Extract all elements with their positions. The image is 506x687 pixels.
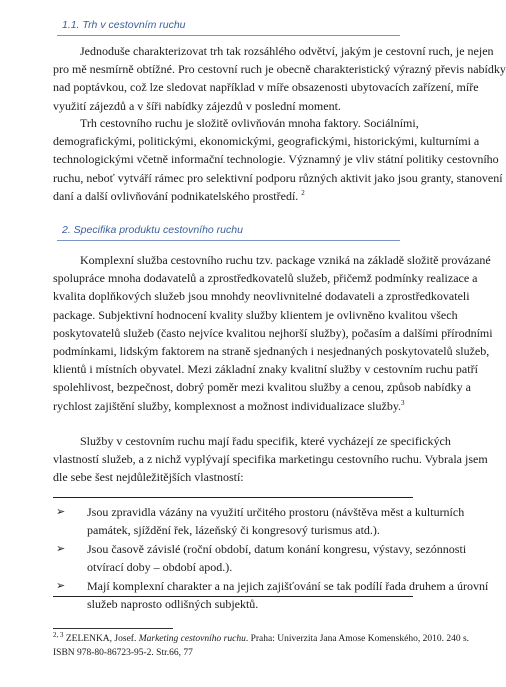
text-line: demografickými, politickými, ekonomickými, geografickými, historickými, kulturními a	[53, 134, 480, 149]
footnote-publisher: . Praha: Univerzita Jana Amose Komenského, 2010. 240 s.	[245, 634, 470, 644]
text-line: nad poptávkou, což lze sledovat například v míře obsazenosti ubytovacích zařízení, míře	[53, 80, 479, 95]
text-line: vlastností služeb, a z nichž vyplývají specifika marketingu cestovního ruchu. Vybrala jsem	[53, 452, 488, 467]
text-line: klientů i místních obyvatel. Mezi základní znaky kvalitní služby v cestovním ruchu patří	[53, 362, 478, 377]
text-line: poskytovatelů služeb (často nejvíce kvalitou nejhorší služby), počasím a dalšími přírodními	[53, 325, 493, 340]
footnote-title: Marketing cestovního ruchu	[138, 634, 246, 644]
arrow-bullet-icon: ➢	[56, 542, 66, 555]
text-line: spolupráce mnoha dodavatelů a zprostředkovatelů služeb, přičemž podmínky realizace a	[53, 271, 478, 286]
text-line: ruchu, neboť vytváří rámec pro selektivní podporu různých aktivit jako jsou granty, stanovení	[53, 170, 503, 185]
text-line: otvírací doby – období apod.).	[87, 560, 233, 575]
heading-underline	[57, 35, 400, 36]
paragraph-specifika-package	[53, 251, 493, 415]
arrow-bullet-icon: ➢	[56, 505, 66, 518]
footnote	[53, 630, 470, 660]
section-heading-trh: 1.1. Trh v cestovním ruchu	[62, 19, 186, 31]
text-line: kvalita doplňkových služeb jsou mnohdy neovlivnitelné dodavateli a zprostředkovateli	[53, 289, 470, 304]
bullet-list	[53, 497, 489, 612]
heading-underline	[57, 240, 400, 241]
text-line	[53, 397, 416, 415]
footnote-ref: 2	[301, 188, 305, 197]
footnote-ref: 3	[401, 398, 405, 407]
text-line: Služby v cestovním ruchu mají řadu specifik, které vycházejí ze specifických	[80, 434, 451, 448]
footnote-author: ZELENKA, Josef.	[63, 634, 139, 644]
text-line	[53, 187, 416, 205]
text-line: spolehlivost, bezpečnost, dobrý poměr mezi kvalitou služby a cenou, způsob nabídky a	[53, 380, 471, 395]
text-line: podmínkami, lidským faktorem na straně sjednaných i nesjednaných poskytovatelů služeb,	[53, 344, 490, 359]
text-line: Jednoduše charakterizovat trh tak rozsáhlého odvětví, jakým je cestovní ruch, je nejen	[80, 44, 494, 58]
text-line: package. Subjektivní hodnocení kvality služby klientem je ovlivněno kvalitou všech	[53, 307, 458, 322]
paragraph-trh-intro	[53, 42, 506, 115]
text-line: služeb naprosto odlišných subjektů.	[87, 597, 259, 612]
text-line: pro mě nesmírně obtížné. Pro cestovní ruch je obecně charakteristický výrazný převis nabídky	[53, 62, 506, 77]
text-line-content: rychlost zajištění služby, komplexnost a možnost individualizace služby.	[53, 398, 402, 413]
paragraph-trh-factors	[53, 114, 503, 205]
paragraph-specifika-vlastnosti	[53, 432, 488, 487]
footnote-line	[53, 630, 470, 647]
footnote-separator	[53, 628, 173, 629]
text-line: Mají komplexní charakter a na jejich zajišťování se tak podílí řada druhem a úrovní	[87, 579, 489, 593]
text-line: Jsou časově závislé (roční období, datum konání kongresu, výstavy, sezónnosti	[87, 542, 467, 556]
section-heading-specifika: 2. Specifika produktu cestovního ruchu	[62, 224, 243, 236]
footnote-isbn: ISBN 978-80-86723-95-2. Str.66, 77	[53, 647, 193, 658]
footnote-marks: 2, 3	[53, 630, 64, 639]
text-line: památek, sjíždění řek, lázeňský či kongresový turismus atd.).	[87, 523, 380, 538]
text-line: využití zájezdů a v šíři nabídky zájezdů v poslední moment.	[53, 98, 341, 113]
text-line: Trh cestovního ruchu je složitě ovlivňován mnoha faktory. Sociálními,	[80, 116, 419, 130]
text-line: technologickými včetně informační technologie. Významný je vliv státní politiky cestovního	[53, 152, 499, 167]
text-line: dle sebe šest nejdůležitějších vlastností:	[53, 470, 244, 485]
text-line: Jsou zpravidla vázány na využití určitého prostoru (návštěva měst a kulturních	[87, 505, 465, 519]
arrow-bullet-icon: ➢	[56, 579, 66, 592]
text-line-content: daní a další ovlivňování podnikatelského prostředí.	[53, 188, 302, 203]
text-line: Komplexní služba cestovního ruchu tzv. package vzniká na základě složitě provázané	[80, 253, 491, 267]
